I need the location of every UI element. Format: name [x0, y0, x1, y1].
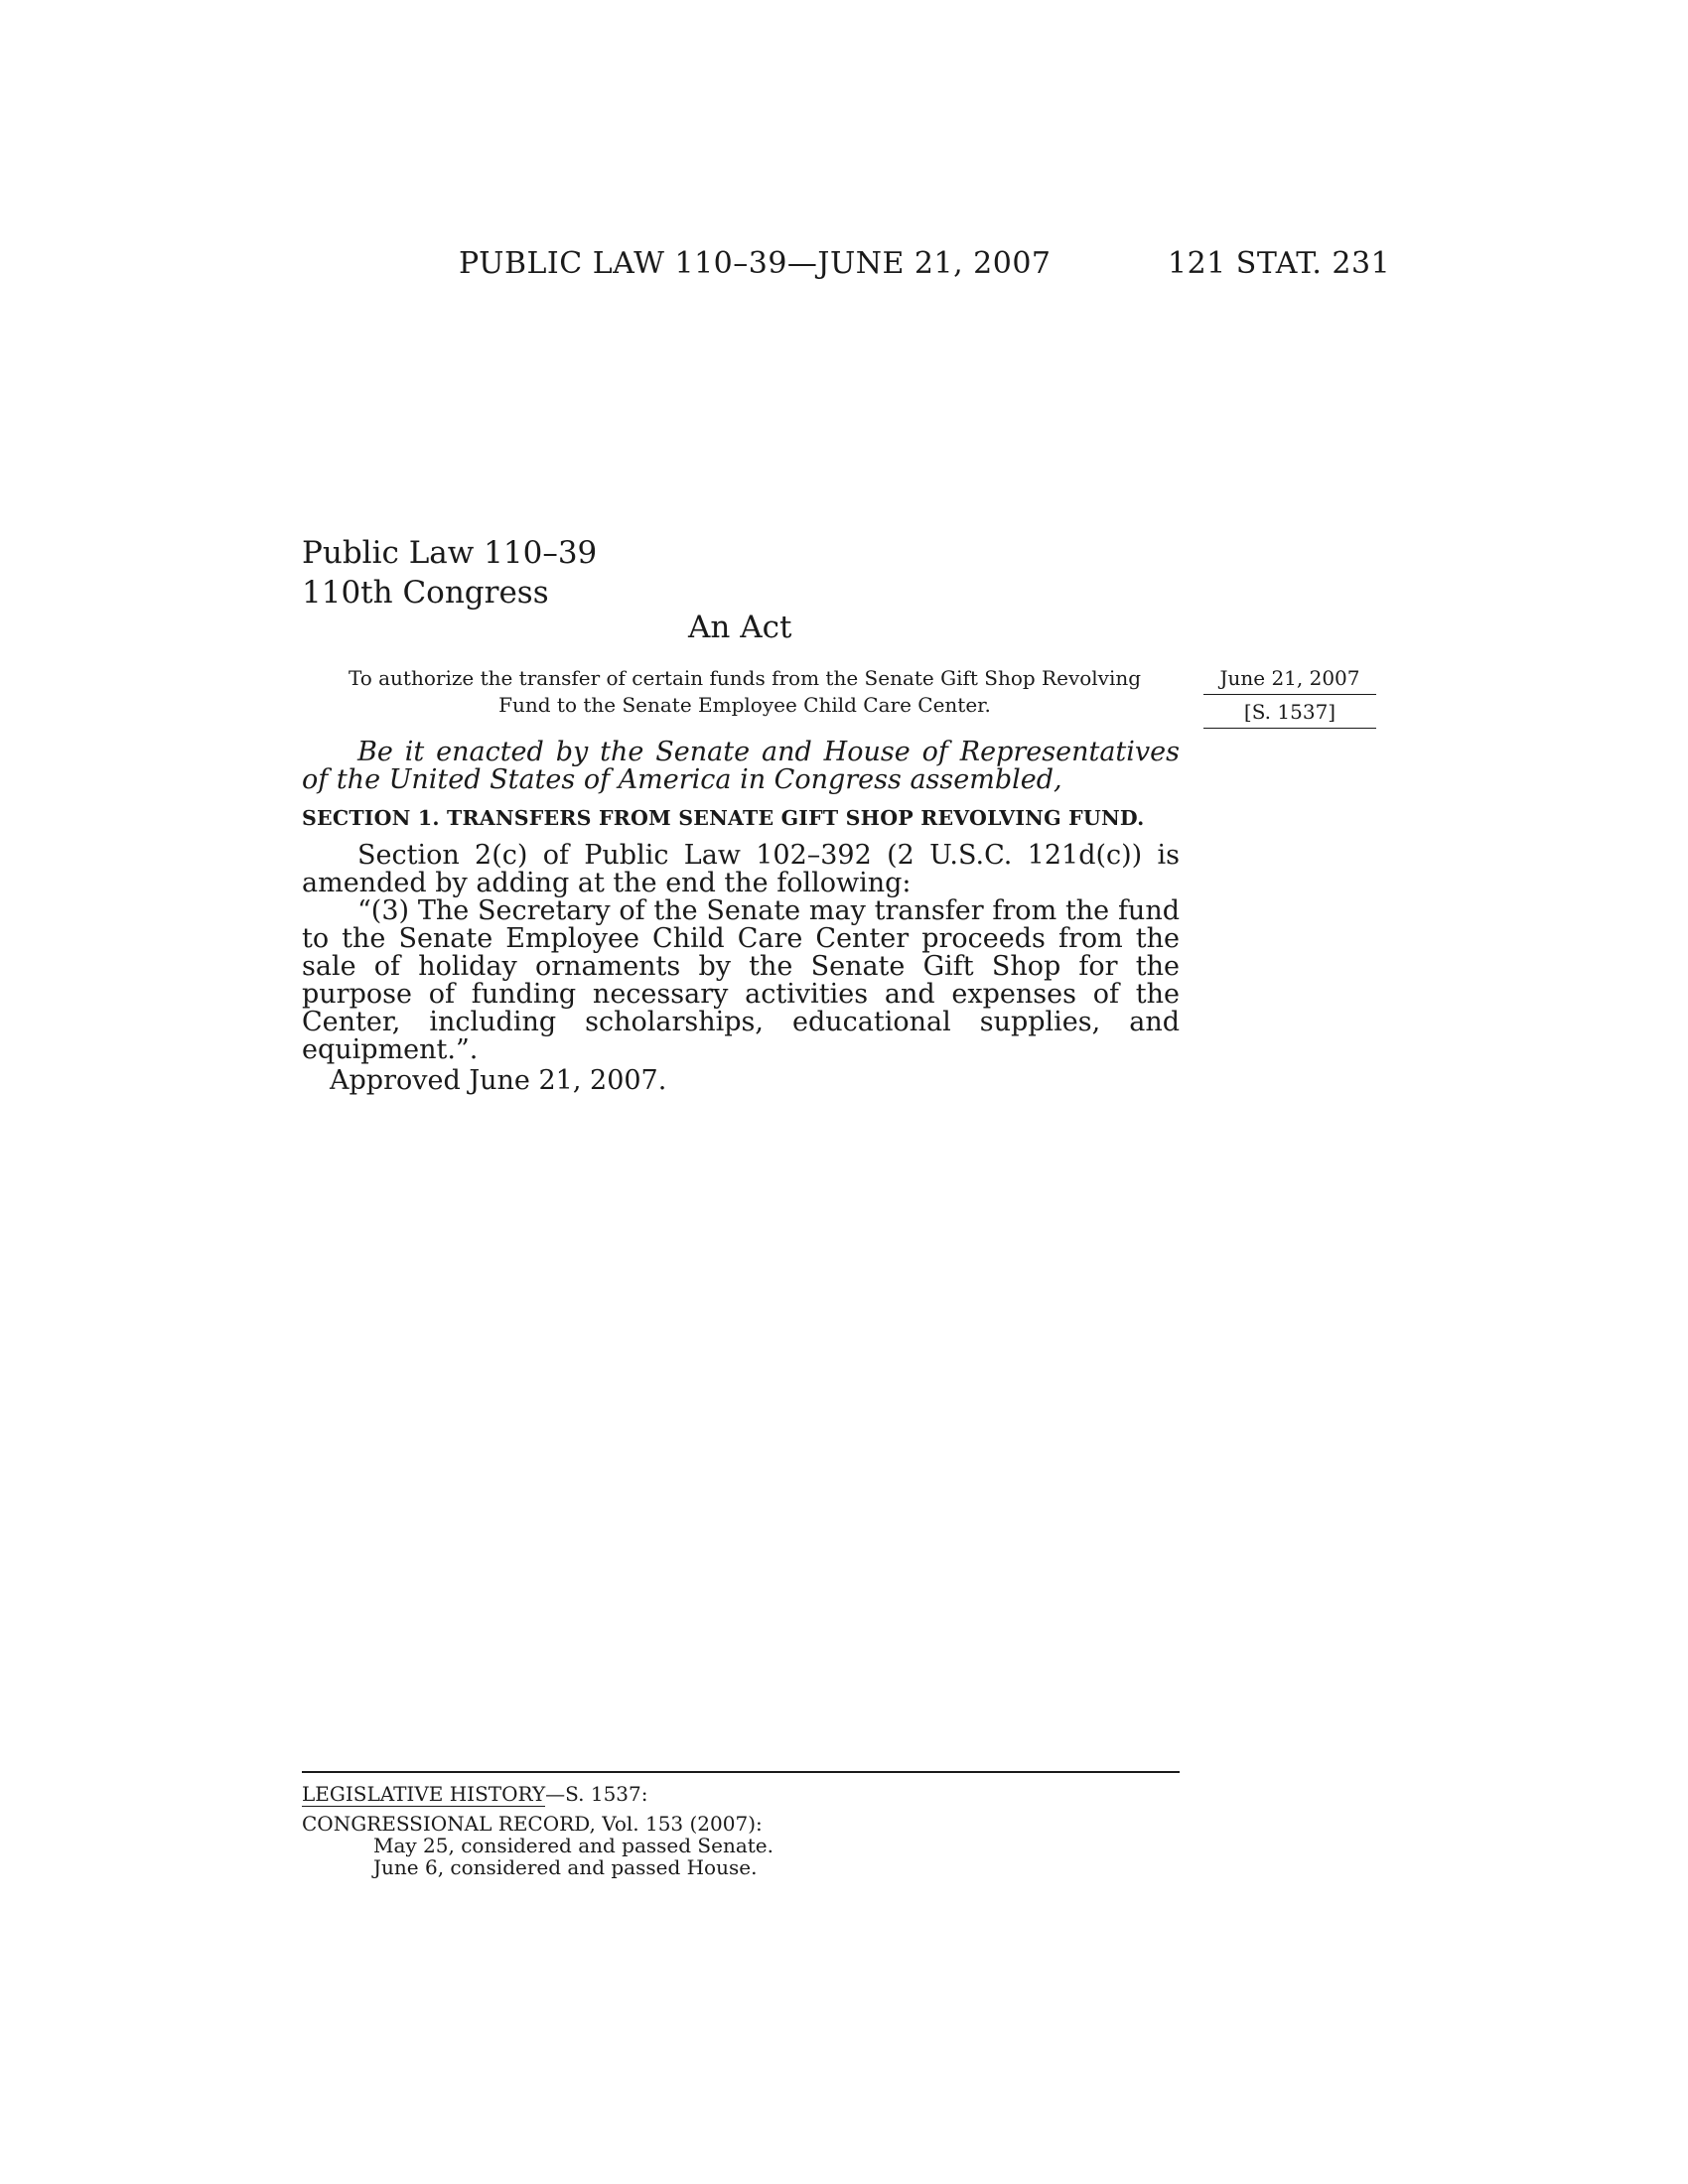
margin-note-rule-bottom	[1203, 728, 1376, 729]
margin-note-date: June 21, 2007	[1219, 666, 1360, 690]
enacting-clause	[302, 739, 1180, 794]
legislative-history-label: LEGISLATIVE HISTORY	[302, 1782, 546, 1806]
public-law-number: Public Law 110–39	[302, 535, 598, 571]
congress-number: 110th Congress	[302, 575, 549, 611]
margin-note-rule-top	[1203, 694, 1376, 695]
section-paragraph-2: “(3) The Secretary of the Senate may transfer from the fund to the Senate Employee Child Care Center proceeds from the sale of holiday ornaments by the Senate Gift Shop for the purpose of funding necessary activities and expenses of the Center, including scholarships, educational supplies, and equipment.”.	[302, 895, 1180, 1065]
act-title: An Act	[688, 610, 792, 645]
record-item: June 6, considered and passed House.	[373, 1855, 758, 1879]
act-purpose-line-1: To authorize the transfer of certain funds from the Senate Gift Shop Revolving	[348, 666, 1142, 690]
legislative-history	[302, 1783, 648, 1805]
section-body	[302, 842, 1180, 1064]
congressional-record: CONGRESSIONAL RECORD, Vol. 153 (2007):	[302, 1812, 763, 1836]
margin-note-bill: [S. 1537]	[1243, 700, 1336, 724]
section-heading: SECTION 1. TRANSFERS FROM SENATE GIFT SHOP REVOLVING FUND.	[302, 806, 1145, 830]
act-purpose	[338, 665, 1152, 719]
approval-line: Approved June 21, 2007.	[330, 1065, 667, 1096]
record-item: May 25, considered and passed Senate.	[373, 1834, 774, 1857]
act-purpose-line-2: Fund to the Senate Employee Child Care Center.	[498, 693, 991, 717]
running-head: PUBLIC LAW 110–39—JUNE 21, 2007	[459, 246, 1052, 281]
footer-rule	[302, 1771, 1180, 1773]
stat-page-number: 121 STAT. 231	[1168, 246, 1391, 281]
legislative-history-bill: —S. 1537:	[545, 1782, 648, 1806]
enacting-clause-text: Be it enacted by the Senate and House of Representatives of the United States of America in Congress assembled,	[302, 737, 1180, 795]
section-paragraph-1: Section 2(c) of Public Law 102–392 (2 U.S.C. 121d(c)) is amended by adding at the end the following:	[302, 840, 1180, 898]
